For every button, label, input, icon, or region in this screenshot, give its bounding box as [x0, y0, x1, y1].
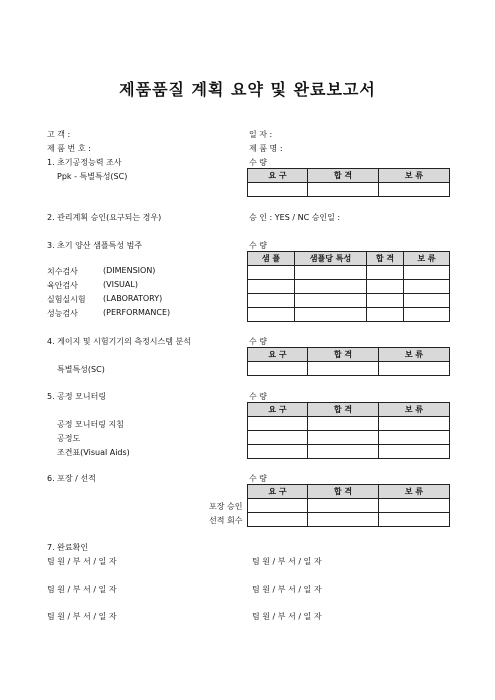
section-3-title: 3. 초기 양산 샘플특성 범주: [47, 241, 143, 250]
cell[interactable]: [404, 280, 450, 294]
cell[interactable]: [248, 294, 295, 308]
header-pass: 합 격: [308, 485, 379, 499]
cell[interactable]: [248, 445, 308, 459]
section-1-table: [247, 168, 450, 197]
cell[interactable]: [308, 513, 379, 527]
cell[interactable]: [367, 294, 404, 308]
approval-line: 승 인 : YES / NC 승인일 :: [249, 213, 341, 222]
cell[interactable]: [367, 280, 404, 294]
header-hold: 보 류: [379, 403, 450, 417]
sample-category-en: (DIMENSION): [103, 266, 156, 275]
cell[interactable]: [308, 417, 379, 431]
cell[interactable]: [295, 280, 367, 294]
cell[interactable]: [379, 362, 450, 376]
monitoring-item: 공정도: [57, 434, 81, 443]
cell[interactable]: [248, 499, 308, 513]
cell[interactable]: [379, 431, 450, 445]
cell[interactable]: [295, 266, 367, 280]
page-title: 제품품질 계획 요약 및 완료보고서: [119, 80, 376, 99]
cell[interactable]: [308, 445, 379, 459]
header-hold: 보 류: [379, 485, 450, 499]
cell[interactable]: [295, 308, 367, 322]
section-2-title: 2. 관리계획 승인(요구되는 경우): [47, 213, 162, 222]
section-6-quantity-label: 수 량: [249, 474, 267, 483]
signature-line: 팀 원 / 부 서 / 일 자: [252, 612, 322, 621]
header-required: 요 구: [248, 485, 308, 499]
header-required: 요 구: [248, 169, 308, 183]
cell[interactable]: [379, 499, 450, 513]
date-label: 일 자 :: [249, 130, 273, 139]
section-3-table: [247, 251, 450, 322]
cell[interactable]: [308, 431, 379, 445]
sample-category-en: (LABORATORY): [103, 294, 163, 303]
header-required: 요 구: [248, 348, 308, 362]
sample-category-en: (VISUAL): [103, 280, 138, 289]
product-name-label: 제 품 명 :: [249, 144, 283, 153]
header-pass: 합 격: [367, 252, 404, 266]
cell[interactable]: [248, 417, 308, 431]
cell[interactable]: [379, 445, 450, 459]
cell[interactable]: [248, 183, 308, 197]
cell[interactable]: [367, 266, 404, 280]
section-4-title: 4. 게이지 및 시험기기의 측정시스템 분석: [47, 337, 191, 346]
sample-category: 육안검사: [47, 281, 78, 290]
cell[interactable]: [404, 266, 450, 280]
section-4-item: 특별특성(SC): [57, 365, 105, 374]
sample-category: 치수검사: [47, 267, 78, 276]
cell[interactable]: [248, 266, 295, 280]
section-4-table: [247, 347, 450, 376]
cell[interactable]: [248, 513, 308, 527]
customer-label: 고 객 :: [47, 130, 71, 139]
section-4-quantity-label: 수 량: [249, 337, 267, 346]
section-7-title: 7. 완료확인: [47, 543, 89, 552]
cell[interactable]: [308, 362, 379, 376]
shipping-return-label: 선적 회수: [209, 516, 243, 525]
signature-line: 팀 원 / 부 서 / 일 자: [47, 557, 117, 566]
sample-category-en: (PERFORMANCE): [103, 308, 171, 317]
cell[interactable]: [308, 499, 379, 513]
sample-category: 실험실시험: [47, 295, 86, 304]
header-hold: 보 류: [379, 348, 450, 362]
section-3-quantity-label: 수 량: [249, 241, 267, 250]
header-required: 요 구: [248, 403, 308, 417]
header-characteristics: 샘플당 특성: [295, 252, 367, 266]
cell[interactable]: [367, 308, 404, 322]
section-5-quantity-label: 수 량: [249, 392, 267, 401]
monitoring-item: 공정 모니터링 지침: [57, 420, 124, 429]
section-1-title: 1. 초기공정능력 조사: [47, 158, 122, 167]
cell[interactable]: [404, 308, 450, 322]
cell[interactable]: [379, 417, 450, 431]
section-1-quantity-label: 수 량: [249, 158, 267, 167]
section-5-title: 5. 공정 모니터링: [47, 392, 107, 401]
section-1-item: Ppk - 특별특성(SC): [57, 172, 128, 181]
section-6-title: 6. 포장 / 선적: [47, 474, 96, 483]
cell[interactable]: [308, 183, 379, 197]
packaging-approval-label: 포장 승인: [209, 502, 243, 511]
header-sample: 샘 플: [248, 252, 295, 266]
section-5-table: [247, 402, 450, 459]
cell[interactable]: [248, 308, 295, 322]
sample-category: 성능검사: [47, 309, 78, 318]
signature-line: 팀 원 / 부 서 / 일 자: [47, 585, 117, 594]
signature-line: 팀 원 / 부 서 / 일 자: [252, 557, 322, 566]
product-no-label: 제 품 번 호 :: [47, 144, 91, 153]
cell[interactable]: [379, 513, 450, 527]
header-pass: 합 격: [308, 348, 379, 362]
cell[interactable]: [404, 294, 450, 308]
section-6-table: [247, 484, 450, 527]
cell[interactable]: [379, 183, 450, 197]
cell[interactable]: [248, 431, 308, 445]
signature-line: 팀 원 / 부 서 / 일 자: [252, 585, 322, 594]
header-pass: 합 격: [308, 403, 379, 417]
header-pass: 합 격: [308, 169, 379, 183]
monitoring-item: 조견표(Visual Aids): [57, 448, 130, 457]
header-hold: 보 류: [404, 252, 450, 266]
header-hold: 보 류: [379, 169, 450, 183]
signature-line: 팀 원 / 부 서 / 일 자: [47, 612, 117, 621]
cell[interactable]: [295, 294, 367, 308]
cell[interactable]: [248, 362, 308, 376]
cell[interactable]: [248, 280, 295, 294]
